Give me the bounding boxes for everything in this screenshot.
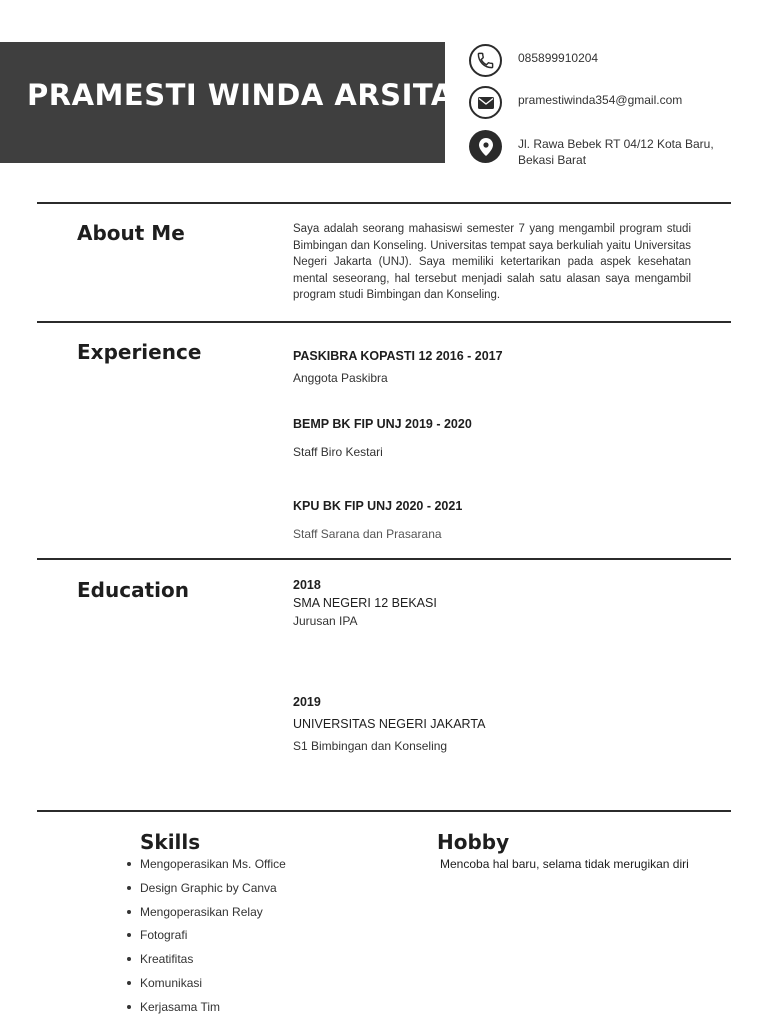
applicant-name: PRAMESTI WINDA ARSITA bbox=[27, 78, 454, 112]
location-pin-icon bbox=[469, 130, 502, 163]
hobby-title: Hobby bbox=[437, 830, 510, 854]
skill-item: Mengoperasikan Relay bbox=[127, 904, 286, 928]
education-year-1: 2019 bbox=[293, 695, 321, 709]
phone-number: 085899910204 bbox=[518, 51, 599, 65]
hobby-text: Mencoba hal baru, selama tidak merugikan diri bbox=[440, 857, 689, 871]
experience-title-1: BEMP BK FIP UNJ 2019 - 2020 bbox=[293, 417, 472, 431]
about-text: Saya adalah seorang mahasiswi semester 7 yang mengambil program studi Bimbingan dan Konseling. Universitas tempat saya berkuliah yaitu Universitas Negeri Jakarta (UNJ). Saya memiliki ketertarikan pada aspek kesehatan mental seseorang, hal tersebut menjadi salah satu alasan saya mengambil program studi Bimbingan dan Konseling. bbox=[293, 223, 691, 301]
education-school-0: SMA NEGERI 12 BEKASI bbox=[293, 596, 437, 610]
education-program-0: Jurusan IPA bbox=[293, 614, 358, 628]
skill-item: Fotografi bbox=[127, 927, 286, 951]
skill-item: Design Graphic by Canva bbox=[127, 880, 286, 904]
divider bbox=[37, 321, 731, 323]
email-address: pramestiwinda354@gmail.com bbox=[518, 93, 683, 107]
experience-role-2: Staff Sarana dan Prasarana bbox=[293, 527, 442, 541]
education-program-1: S1 Bimbingan dan Konseling bbox=[293, 739, 448, 753]
divider bbox=[37, 558, 731, 560]
experience-role-1: Staff Biro Kestari bbox=[293, 445, 383, 459]
skills-list bbox=[127, 856, 286, 1023]
skill-item: Mengoperasikan Ms. Office bbox=[127, 856, 286, 880]
education-title: Education bbox=[77, 578, 189, 602]
experience-title-0: PASKIBRA KOPASTI 12 2016 - 2017 bbox=[293, 349, 503, 363]
skill-item: Komunikasi bbox=[127, 975, 286, 999]
skill-item: Kerjasama Tim bbox=[127, 999, 286, 1023]
experience-title: Experience bbox=[77, 340, 202, 364]
address-text: Jl. Rawa Bebek RT 04/12 Kota Baru, Bekasi Barat bbox=[518, 137, 714, 167]
skill-item: Kreatifitas bbox=[127, 951, 286, 975]
education-school-1: UNIVERSITAS NEGERI JAKARTA bbox=[293, 717, 486, 731]
education-year-0: 2018 bbox=[293, 578, 321, 592]
mail-icon bbox=[469, 86, 502, 119]
name-banner bbox=[0, 42, 454, 163]
phone-icon bbox=[469, 44, 502, 77]
about-title: About Me bbox=[77, 221, 185, 245]
skills-title: Skills bbox=[140, 830, 201, 854]
experience-role-0: Anggota Paskibra bbox=[293, 371, 388, 385]
experience-title-2: KPU BK FIP UNJ 2020 - 2021 bbox=[293, 499, 463, 513]
divider bbox=[37, 202, 731, 204]
divider bbox=[37, 810, 731, 812]
